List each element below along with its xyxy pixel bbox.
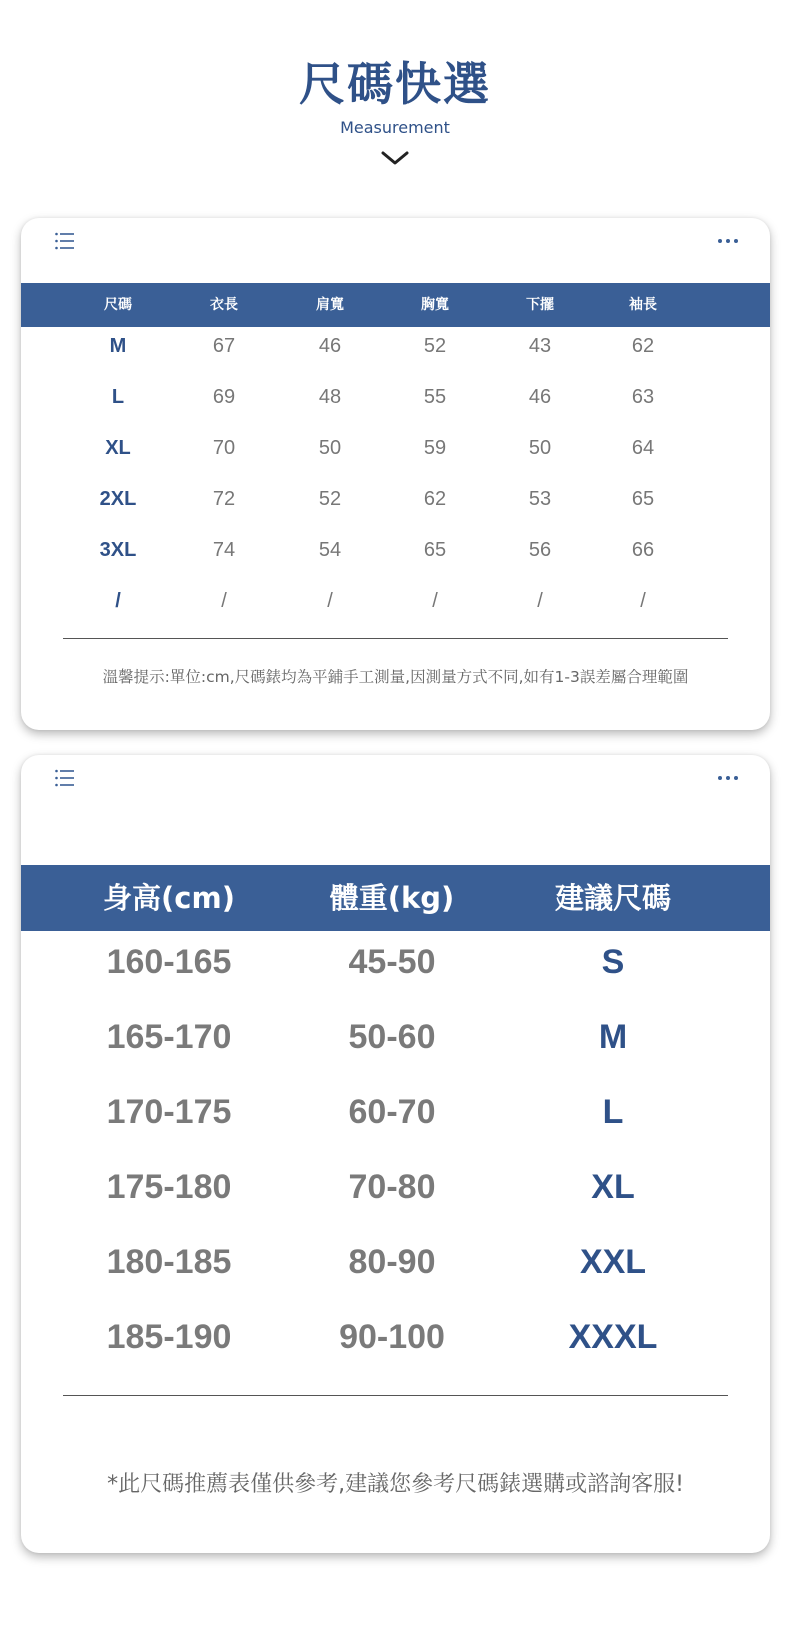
recommended-size: S [601,943,625,981]
divider [63,638,728,639]
measurement-value: / [640,590,646,612]
measurement-value: 46 [318,335,342,357]
size-label: L [111,386,125,408]
measurement-value: 56 [528,539,552,561]
recommend-table-column-header: 身高(cm) [103,881,235,915]
measurement-value: 46 [528,386,552,408]
recommended-size: XXXL [568,1318,658,1356]
size-label: M [109,335,127,357]
size-table-column-header: 衣長 [210,297,238,313]
measurement-value: 50 [528,437,552,459]
size-table-column-header: 袖長 [629,297,657,313]
size-table-column-header: 胸寬 [421,297,449,313]
weight-range: 50-60 [348,1018,436,1056]
size-label: / [115,590,121,612]
recommend-table-note: *此尺碼推薦表僅供參考,建議您參考尺碼錶選購或諮詢客服! [107,1472,684,1497]
recommend-table-column-header: 體重(kg) [329,881,455,915]
weight-range: 45-50 [348,943,436,981]
recommended-size: M [598,1018,628,1056]
recommend-chart-card [21,755,770,1553]
size-label: 2XL [99,488,137,510]
measurement-value: 62 [423,488,447,510]
divider [63,1395,728,1396]
measurement-value: 64 [631,437,655,459]
height-range: 180-185 [106,1243,232,1281]
list-icon[interactable] [54,231,76,251]
measurement-value: 53 [528,488,552,510]
measurement-value: 66 [631,539,655,561]
size-table-header [21,283,770,327]
measurement-value: 54 [318,539,342,561]
more-dots-icon[interactable] [716,774,740,782]
measurement-value: 70 [212,437,236,459]
measurement-value: / [221,590,227,612]
measurement-value: 65 [631,488,655,510]
measurement-value: 63 [631,386,655,408]
recommend-table-column-header: 建議尺碼 [554,881,671,915]
measurement-value: 62 [631,335,655,357]
height-range: 185-190 [106,1318,232,1356]
page-title: 尺碼快選 [299,57,491,111]
measurement-value: 67 [212,335,236,357]
more-dots-icon[interactable] [716,237,740,245]
measurement-value: 48 [318,386,342,408]
list-icon[interactable] [54,768,76,788]
measurement-value: 52 [318,488,342,510]
measurement-value: / [432,590,438,612]
size-label: XL [105,437,131,459]
weight-range: 60-70 [348,1093,436,1131]
weight-range: 80-90 [348,1243,436,1281]
weight-range: 90-100 [339,1318,445,1356]
size-table-column-header: 肩寬 [316,297,344,313]
measurement-value: 65 [423,539,447,561]
measurement-value: / [327,590,333,612]
height-range: 170-175 [106,1093,232,1131]
page-subtitle: Measurement [340,118,450,137]
height-range: 175-180 [106,1168,232,1206]
measurement-value: 74 [212,539,236,561]
recommend-table-header [21,865,770,931]
measurement-value: / [537,590,543,612]
page-header [0,0,790,200]
chevron-down-icon [381,150,409,166]
height-range: 160-165 [106,943,232,981]
measurement-value: 52 [423,335,447,357]
measurement-value: 43 [528,335,552,357]
height-range: 165-170 [106,1018,232,1056]
size-table-note: 溫馨提示:單位:cm,尺碼錶均為平鋪手工測量,因測量方式不同,如有1-3誤差屬合理範圍 [102,668,689,686]
measurement-value: 72 [212,488,236,510]
weight-range: 70-80 [348,1168,436,1206]
measurement-value: 59 [423,437,447,459]
measurement-value: 69 [212,386,236,408]
size-table-column-header: 下擺 [526,297,554,313]
size-chart-card [21,218,770,730]
size-table-column-header: 尺碼 [104,297,132,313]
recommended-size: L [602,1093,624,1131]
measurement-value: 50 [318,437,342,459]
recommended-size: XL [591,1168,635,1206]
recommended-size: XXL [579,1243,647,1281]
size-label: 3XL [99,539,137,561]
measurement-value: 55 [423,386,447,408]
